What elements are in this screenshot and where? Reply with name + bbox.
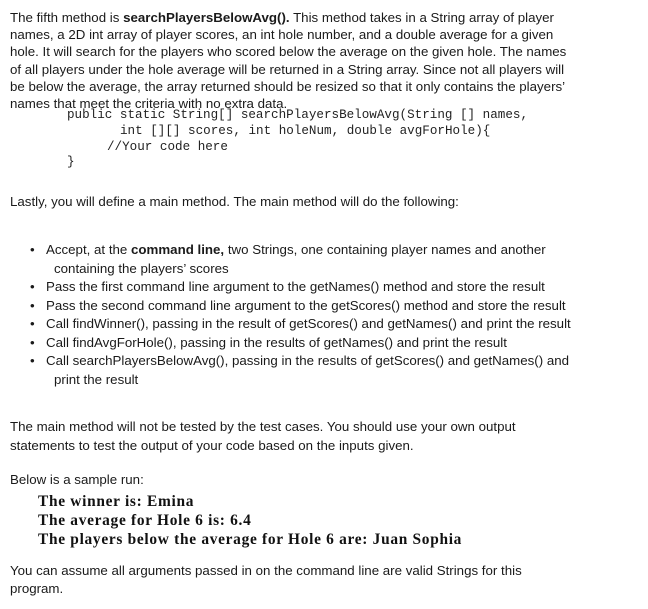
list-item [30, 315, 630, 334]
sample-run-label: Below is a sample run: [10, 472, 144, 487]
list-item [30, 241, 630, 278]
b6-line1: Call searchPlayersBelowAvg(), passing in the results of getScores() and getNames() and [46, 353, 570, 368]
b4-text: Call findWinner(), passing in the result of getScores() and getNames() and print the result [46, 316, 571, 331]
code-line-close-brace: } [67, 155, 75, 169]
b3-text: Pass the second command line argument to the getScores() method and store the result [46, 297, 566, 313]
b1-rest: two Strings, one containing player names and another [224, 242, 546, 257]
method-name: searchPlayersBelowAvg(). [123, 10, 290, 25]
code-line-signature: public static String[] searchPlayersBelowAvg(String [] names, [67, 108, 529, 122]
bullet-icon: • [30, 297, 35, 313]
b5-text: Call findAvgForHole(), passing in the results of getNames() and print the result [46, 334, 507, 350]
intro-paragraph [10, 9, 638, 112]
b1-line2: containing the players’ scores [54, 260, 229, 276]
bullet-icon: • [30, 334, 35, 350]
intro-line5: be below the average, the array returned should be resized so that it only contains the players’ [10, 78, 566, 94]
intro-prefix: The fifth method is [10, 10, 124, 25]
b6-line2: print the result [54, 371, 139, 387]
list-item [30, 297, 630, 316]
b1-bold: command line, [131, 242, 225, 257]
assume-line1: You can assume all arguments passed in on the command line are valid Strings for this [10, 563, 522, 578]
code-line-params: int [][] scores, int holeNum, double avgForHole){ [120, 124, 491, 138]
list-item [30, 334, 630, 353]
intro-line4: of all players under the hole average will be returned in a String array. Since not all players will [10, 61, 565, 77]
sample-run-line3: The players below the average for Hole 6 are: Juan Sophia [38, 531, 463, 548]
lastly-paragraph: Lastly, you will define a main method. The main method will do the following: [10, 194, 459, 209]
main-note-line2: statements to test the output of your code based on the inputs given. [10, 437, 414, 453]
intro-line2: names, a 2D int array of player scores, an int hole number, and a double average for a given [10, 27, 554, 43]
list-item [30, 352, 630, 389]
main-note-line1: The main method will not be tested by the test cases. You should use your own output [10, 419, 516, 434]
main-note-paragraph [10, 418, 610, 455]
intro-line1-rest: This method takes in a String array of player [289, 10, 554, 25]
b1-prefix: Accept, at the [46, 242, 132, 257]
bullet-icon: • [30, 353, 35, 368]
assume-paragraph [10, 562, 610, 598]
assume-line2: program. [10, 581, 64, 596]
sample-run-line2: The average for Hole 6 is: 6.4 [38, 512, 252, 529]
code-line-comment: //Your code here [107, 140, 228, 154]
intro-line3: hole. It will search for the players who scored below the average on the given hole. The names [10, 44, 567, 60]
main-method-steps-list [30, 241, 630, 389]
list-item [30, 278, 630, 297]
sample-run-line1: The winner is: Emina [38, 493, 195, 510]
intro-line6: names that meet the criteria with no extra data. [10, 96, 288, 112]
b2-text: Pass the first command line argument to the getNames() method and store the result [46, 279, 545, 294]
bullet-icon: • [30, 279, 35, 294]
bullet-icon: • [30, 316, 35, 331]
bullet-icon: • [30, 242, 35, 257]
